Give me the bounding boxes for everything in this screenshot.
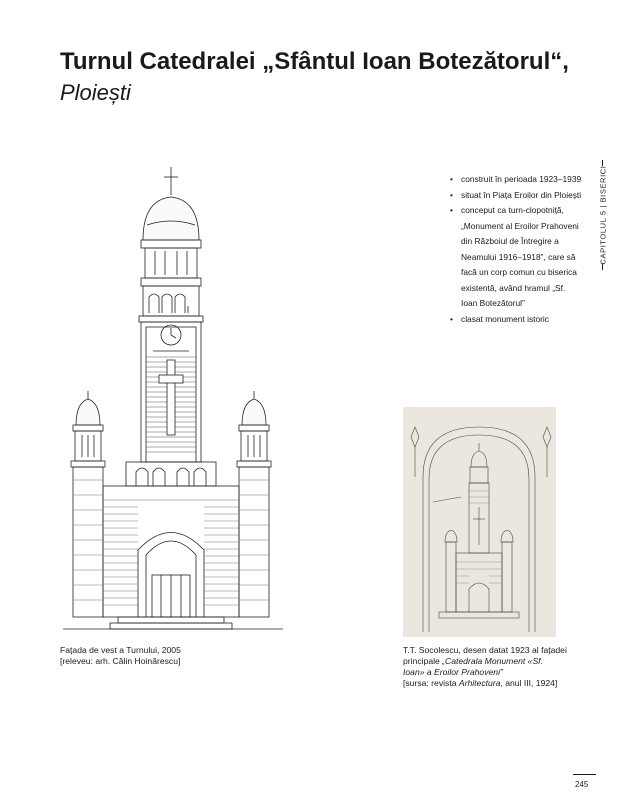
socolescu-drawing-photo — [403, 407, 556, 637]
vintage-drawing-illustration — [403, 407, 556, 637]
west-facade-drawing — [58, 155, 368, 635]
chapter-side-label — [593, 165, 613, 265]
fact-item: • construit în perioada 1923–1939 — [450, 172, 582, 188]
page-title: Turnul Catedralei „Sfântul Ioan Botezătorul“, — [60, 48, 569, 75]
main-figure-caption — [60, 645, 280, 667]
caption-italic-title: „Catedrala Monument «Sf. — [442, 656, 543, 666]
caption-prefix: principale — [403, 656, 443, 666]
chapter-label-text: CAPITOLUL 5 | BISERICI — [598, 165, 608, 265]
facts-list — [450, 172, 582, 327]
caption-source — [403, 678, 583, 689]
chapter-marker-line-bottom — [602, 264, 603, 270]
caption-line: Fațada de vest a Turnului, 2005 — [60, 645, 181, 655]
source-suffix: , anul III, 1924] — [500, 678, 558, 688]
caption-line: T.T. Socolescu, desen datat 1923 al fațadei — [403, 645, 567, 655]
source-journal: Arhitectura — [458, 678, 501, 688]
source-prefix: [sursa: revista — [403, 678, 459, 688]
page-number-rule — [573, 774, 596, 775]
page-subtitle: Ploiești — [60, 80, 131, 105]
fact-item: • clasat monument istoric — [450, 312, 582, 328]
caption-credit: [releveu: arh. Călin Hoinărescu] — [60, 656, 181, 666]
fact-item: • situat în Piața Eroilor din Ploiești — [450, 188, 582, 204]
page-number: 245 — [575, 780, 589, 789]
caption-italic-title-cont: Ioan» a Eroilor Prahoveni” — [403, 667, 503, 677]
tower-elevation-illustration — [58, 155, 368, 635]
photo-figure-caption — [403, 645, 583, 689]
fact-item: • conceput ca turn-clopotniță, „Monument al Eroilor Prahoveni din Războiul de Întregire a Neamului 1916–1918”, care să facă un corp comun cu biserica existentă, având hramul „Sf. Ioan Botezătorul” — [450, 203, 582, 312]
caption-line — [403, 656, 583, 667]
